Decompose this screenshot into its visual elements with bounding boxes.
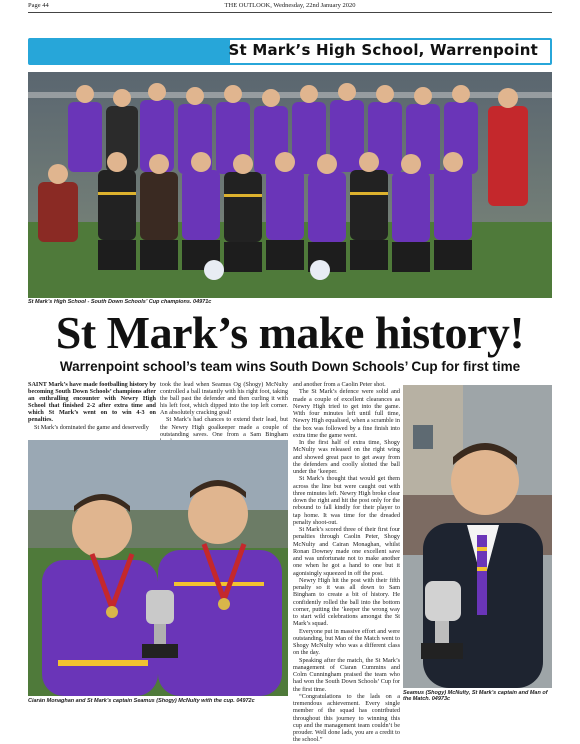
article-paragraph: and another from a Caolin Peter shot. — [293, 381, 386, 388]
article-paragraph: took the lead when Seamus Og (Shogy) McNulty controlled a ball instantly with his right foot, taking the ball past the defender and then curling it with his left foot, which dipped into the top left corner. An absolutely cracking goal! — [160, 381, 288, 417]
article-paragraph: St Mark’s scored three of their first four penalties through Caolin Peter, Shogy McNulty and Cairan Monaghan, whilst Ronan Downey made one excellent save and was unfortunate not to make another one when he got a hand to one but it agonisingly squeezed in off the post. — [293, 526, 400, 577]
article-paragraph: Newry High hit the post with their fifth penalty so it was all down to Sam Bingham to create a bit of history. He confidently rolled the ball into the bottom corner, putting the ’keeper the wrong way to start wild celebrations amongst the St Mark’s squad. — [293, 576, 400, 628]
banner-accent-bar — [30, 40, 230, 63]
article-column-1 — [28, 381, 156, 431]
header-rule — [28, 12, 552, 13]
banner-title: St Mark’s High School, Warrenpoint — [228, 41, 538, 59]
photo-pair-caption: Ciarán Monaghan and St Mark’s captain Seamus (Shogy) McNulty with the cup. 04972c — [28, 698, 255, 704]
article-paragraph: St Mark’s had chances to extend their lead, but the Newry High goalkeeper made a couple of outstanding saves. One from a Sam Bingham — [160, 416, 288, 438]
article-paragraph: Everyone put in massive effort and were outstanding, but Man of the Match went to Shogy McNulty who was a different class on the day. — [293, 627, 400, 657]
photo-single-caption: Seamus (Shogy) McNulty, St Mark’s captain and Man of the Match. 04973c — [403, 690, 548, 702]
page-number: Page 44 — [28, 2, 49, 9]
headline: St Mark’s make history! — [55, 307, 525, 358]
article-paragraph: St Mark’s thought that would get them across the line but were caught out with three minutes left. Newry High broke clear down the right and hit the post only for the rebound to fall kindly for their player to tap home. It was time for the dreaded penalty shoot-out. — [293, 475, 400, 526]
article-paragraph: In the first half of extra time, Shogy McNulty was released on the right wing and showed great pace to get away from the defenders and coolly slotted the ball under the ’keeper. — [293, 439, 400, 475]
team-photo-caption: St Mark’s High School - South Down Schools’ Cup champions. 04971c — [28, 299, 212, 305]
article-paragraph: The St Mark’s defence were solid and made a couple of excellent clearances as Newry High tried to get into the game. With four minutes left until full time, Newry High equalised, when a scramble in the box was followed by a fine finish into extra time the game went. — [293, 388, 400, 439]
publication-date: THE OUTLOOK, Wednesday, 22nd January 2020 — [224, 2, 356, 9]
photo-pair — [28, 440, 288, 696]
article-column-2 — [160, 381, 288, 445]
article-column-3 — [293, 381, 400, 744]
article-lead-paragraph: SAINT Mark’s have made footballing history by becoming South Down Schools’ champions after an enthralling encounter with Newry High School that finished 2-2 after extra time and which St Mark’s went on to win 4-3 on penalties. — [28, 381, 156, 424]
article-paragraph: Speaking after the match, the St Mark’s management of Ciaran Cummins and Colm Cunningham praised the team who had won the South Down Schools’ Cup for the first time. — [293, 656, 400, 693]
team-photo — [28, 72, 552, 298]
subheadline: Warrenpoint school’s team wins South Down Schools’ Cup for first time — [59, 359, 521, 374]
article-paragraph: St Mark’s dominated the game and deservedly — [34, 423, 149, 431]
photo-single — [403, 385, 552, 688]
article-paragraph: “Congratulations to the lads on a tremendous achievement. Every single member of the squad has contributed throughout this journey to winning this cup and the management team couldn’t be prouder. Well done lads, you are a credit to the school.” — [293, 692, 400, 744]
section-banner — [28, 38, 552, 65]
